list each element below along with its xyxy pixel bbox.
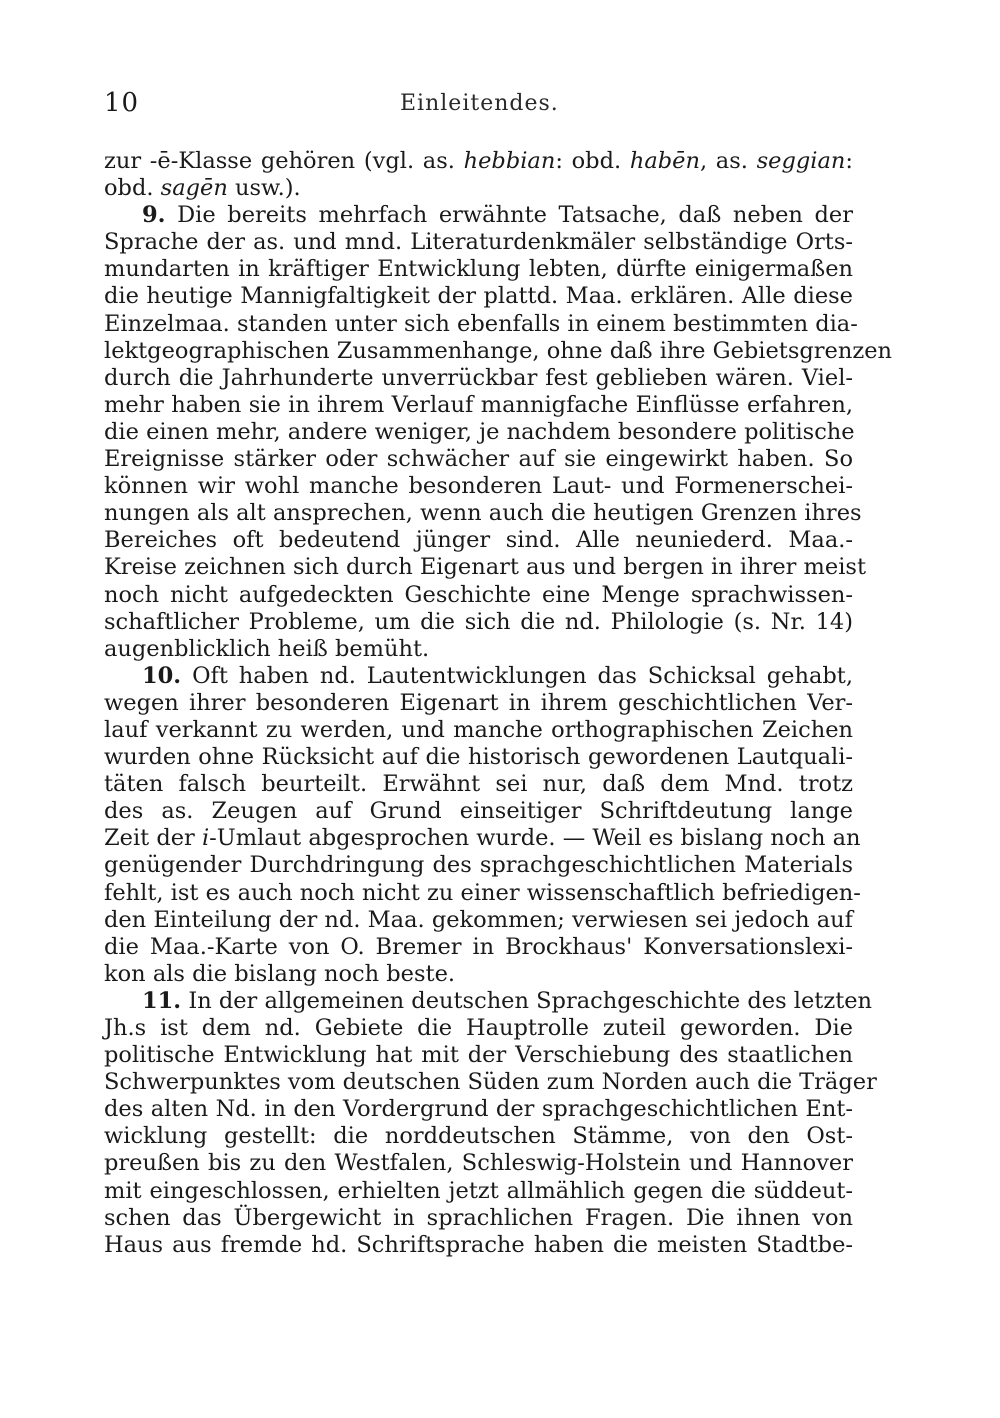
text-line: wurden ohne Rücksicht auf die historisch gewordenen Lautquali- bbox=[104, 744, 853, 771]
section-start-line: 10. Oft haben nd. Lautentwicklungen das Schicksal gehabt, bbox=[142, 662, 854, 689]
text-line: Kreise zeichnen sich durch Eigenart aus und bergen in ihrer meist bbox=[104, 554, 866, 581]
text-line: Einzelmaa. standen unter sich ebenfalls in einem bestimmten dia- bbox=[104, 310, 858, 337]
text-line: Bereiches oft bedeutend jünger sind. Alle neuniederd. Maa.- bbox=[104, 527, 853, 554]
text-line: genügender Durchdringung des sprachgeschichtlichen Materials bbox=[104, 852, 853, 879]
text-line: des alten Nd. in den Vordergrund der sprachgeschichtlichen Ent- bbox=[104, 1096, 853, 1123]
text-line: Haus aus fremde hd. Schriftsprache haben die meisten Stadtbe- bbox=[104, 1231, 853, 1258]
page-header bbox=[104, 88, 854, 128]
section-number: 9. bbox=[142, 202, 166, 229]
text-line: nungen als alt ansprechen, wenn auch die heutigen Grenzen ihres bbox=[104, 500, 862, 527]
text-line: die heutige Mannigfaltigkeit der plattd. Maa. erklären. Alle diese bbox=[104, 283, 853, 310]
text-line: lektgeographischen Zusammenhange, ohne daß ihre Gebietsgrenzen bbox=[104, 337, 893, 364]
text-line: kon als die bislang noch beste. bbox=[104, 960, 456, 987]
text-line: Jh.s ist dem nd. Gebiete die Hauptrolle zuteil geworden. Die bbox=[104, 1015, 853, 1041]
section-start-line: 9. Die bereits mehrfach erwähnte Tatsache, daß neben der bbox=[142, 202, 853, 229]
text-line: mehr haben sie in ihrem Verlauf mannigfache Einflüsse erfahren, bbox=[104, 391, 853, 418]
text-line: mundarten in kräftiger Entwicklung lebten, dürfte einigermaßen bbox=[104, 256, 853, 283]
text-line: des as. Zeugen auf Grund einseitiger Schriftdeutung lange bbox=[104, 798, 853, 825]
text-line: schaftlicher Probleme, um die sich die nd. Philologie (s. Nr. 14) bbox=[104, 608, 853, 635]
text-line: Schwerpunktes vom deutschen Süden zum Norden auch die Träger bbox=[104, 1069, 877, 1096]
text-line: Sprache der as. und mnd. Literaturdenkmäler selbständige Orts- bbox=[104, 229, 853, 256]
text-line: noch nicht aufgedeckten Geschichte eine Menge sprachwissen- bbox=[104, 581, 853, 608]
paragraph-lines bbox=[104, 202, 893, 1259]
text-line: den Einteilung der nd. Maa. gekommen; verwiesen sei jedoch auf bbox=[104, 906, 853, 933]
section-number: 11. bbox=[142, 987, 182, 1014]
text-line: die Maa.-Karte von O. Bremer in Brockhaus' Konversationslexi- bbox=[104, 933, 853, 960]
text-line: können wir wohl manche besonderen Laut- und Formenerschei- bbox=[104, 473, 853, 500]
section-number: 10. bbox=[142, 662, 182, 689]
text-line: wegen ihrer besonderen Eigenart in ihrem geschichtlichen Ver- bbox=[104, 689, 853, 716]
page-number: 10 bbox=[104, 88, 140, 118]
text-line: mit eingeschlossen, erhielten jetzt allmählich gegen die süddeut- bbox=[104, 1177, 853, 1204]
text-line: preußen bis zu den Westfalen, Schleswig-Holstein und Hannover bbox=[104, 1150, 853, 1177]
text-line: schen das Übergewicht in sprachlichen Fragen. Die ihnen von bbox=[104, 1204, 853, 1231]
text-line: fehlt, ist es auch noch nicht zu einer wissenschaftlich befriedigen- bbox=[104, 879, 861, 906]
running-head: Einleitendes. bbox=[400, 91, 559, 116]
text-line: durch die Jahrhunderte unverrückbar fest geblieben wären. Viel- bbox=[104, 364, 853, 391]
text-line: Zeit der i-Umlaut abgesprochen wurde. — Weil es bislang noch an bbox=[104, 825, 861, 852]
text-line: zur -ē-Klasse gehören (vgl. as. hebbian: obd. habēn, as. seggian: bbox=[104, 148, 853, 174]
text-line: wicklung gestellt: die norddeutschen Stämme, von den Ost- bbox=[104, 1123, 853, 1150]
body-text bbox=[104, 148, 893, 1259]
text-line: täten falsch beurteilt. Erwähnt sei nur, daß dem Mnd. trotz bbox=[104, 771, 853, 798]
text-line: Ereignisse stärker oder schwächer auf sie eingewirkt haben. So bbox=[104, 446, 853, 473]
text-line: lauf verkannt zu werden, und manche orthographischen Zeichen bbox=[104, 716, 853, 743]
section-start-line: 11. In der allgemeinen deutschen Sprachgeschichte des letzten bbox=[142, 987, 873, 1014]
text-line: die einen mehr, andere weniger, je nachdem besondere politische bbox=[104, 418, 855, 445]
text-line: politische Entwicklung hat mit der Verschiebung des staatlichen bbox=[104, 1042, 853, 1069]
text-line: obd. sagēn usw.). bbox=[104, 175, 301, 202]
text-line: augenblicklich heiß bemüht. bbox=[104, 635, 430, 662]
